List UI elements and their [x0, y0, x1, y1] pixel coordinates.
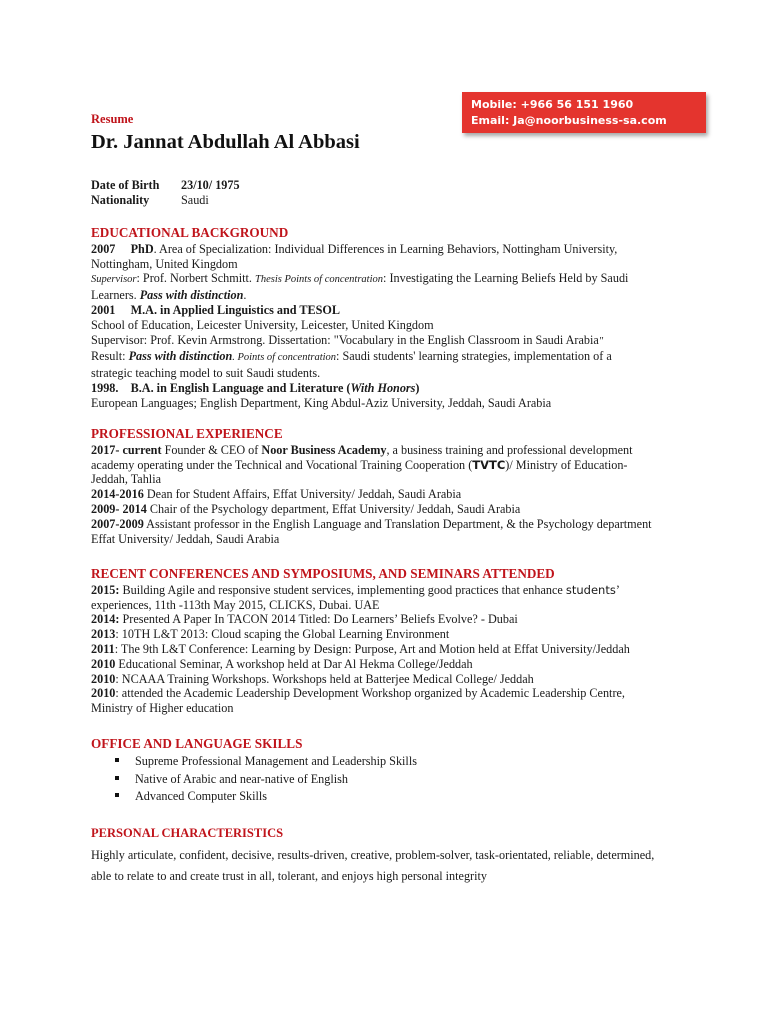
ba-line-2: European Languages; English Department, King Abdul-Aziz University, Jeddah, Saudi Arabia [91, 395, 552, 410]
dob-value: 23/10/ 1975 [181, 178, 240, 192]
ma-quote: " [598, 335, 604, 347]
conferences-section [91, 567, 681, 716]
exp-current-line-1 [91, 443, 681, 458]
dob-label: Date of Birth [91, 178, 160, 192]
characteristics-heading: PERSONAL CHARACTERISTICS [91, 826, 284, 840]
characteristics-line-1: Highly articulate, confident, decisive, results-driven, creative, problem-solver, task-orientated, reliable, determined, [91, 847, 655, 862]
experience-section [91, 427, 681, 546]
conference-text-tail: ’ [615, 582, 620, 597]
characteristics-section [91, 826, 681, 887]
conference-item [91, 686, 681, 701]
exp-asst [91, 517, 681, 532]
bullet-icon [115, 776, 119, 780]
personal-details [91, 178, 240, 207]
list-item [91, 771, 681, 789]
ba-year: 1998. [91, 380, 119, 395]
conference-year: 2010 [91, 671, 116, 686]
skills-section [91, 737, 681, 806]
bullet-icon [115, 758, 119, 762]
education-section [91, 226, 681, 411]
conference-text: : attended the Academic Leadership Development Workshop organized by Academic Leadership Centre, [115, 686, 625, 701]
conference-year: 2013 [91, 627, 116, 642]
resume-label: Resume [91, 112, 134, 126]
exp-current-line-3: Jeddah, Tahlia [91, 472, 161, 487]
exp-asst-years: 2007-2009 [91, 516, 144, 531]
conference-item [91, 642, 681, 657]
candidate-name: Dr. Jannat Abdullah Al Abbasi [91, 131, 360, 153]
conference-year: 2015: [91, 582, 120, 597]
exp-current-text-3: academy operating under the Technical and Vocational Training Cooperation ( [91, 457, 473, 472]
ba-honors: With Honors [350, 380, 416, 395]
nationality-row [91, 193, 240, 208]
phd-line-4 [91, 288, 681, 303]
contact-box [462, 92, 706, 133]
conference-text: Building Agile and responsive student services, implementing good practices that enhance [119, 582, 566, 597]
phd-cont: Learners. [91, 288, 140, 303]
phd-line-2: Nottingham, United Kingdom [91, 256, 238, 271]
experience-heading: PROFESSIONAL EXPERIENCE [91, 426, 283, 441]
ma-line-1 [91, 303, 681, 318]
dob-row [91, 178, 240, 193]
conference-text: : The 9th L&T Conference: Learning by Design: Purpose, Art and Motion held at Effat University/Jeddah [114, 641, 630, 656]
ma-year: 2001 [91, 302, 116, 317]
exp-current-line-2 [91, 458, 681, 473]
exp-current-years: 2017- current [91, 442, 162, 457]
ma-poc-label: . Points of concentration [232, 352, 337, 364]
list-item [91, 753, 681, 771]
conferences-heading: RECENT CONFERENCES AND SYMPOSIUMS, AND SEMINARS ATTENDED [91, 566, 555, 581]
phd-line-3 [91, 271, 681, 288]
conference-year: 2011 [91, 641, 115, 656]
nationality-label: Nationality [91, 192, 150, 207]
exp-current-text: Founder & CEO of [161, 442, 262, 457]
ba-degree: B.A. in English Language and Literature ( [130, 380, 351, 395]
conference-item [91, 672, 681, 687]
ma-result-label: Result: [91, 349, 129, 364]
phd-supervisor-label: Supervisor [91, 274, 137, 286]
exp-dean-years: 2014-2016 [91, 487, 144, 502]
exp-chair [91, 502, 681, 517]
ma-line-3 [91, 333, 681, 350]
exp-current-text-2: , a business training and professional development [386, 442, 633, 457]
phd-degree: PhD [130, 241, 154, 256]
skill-text: Supreme Professional Management and Leadership Skills [135, 753, 417, 768]
ma-line-4 [91, 349, 681, 366]
ma-line-2: School of Education, Leicester University, Leicester, United Kingdom [91, 317, 434, 332]
conference-year: 2010 [91, 656, 116, 671]
conference-item [91, 612, 681, 627]
conference-year: 2010 [91, 686, 116, 701]
conference-item [91, 583, 681, 598]
contact-mobile: Mobile: +966 56 151 1960 [471, 98, 634, 111]
conference-year: 2014: [91, 612, 120, 627]
exp-dean-text: Dean for Student Affairs, Effat University/ Jeddah, Saudi Arabia [143, 487, 462, 502]
conference-text: Educational Seminar, A workshop held at Dar Al Hekma College/Jeddah [115, 656, 473, 671]
phd-tpc-label: Thesis Points of concentration [254, 274, 384, 286]
phd-distinction: Pass with distinction [139, 288, 244, 303]
conference-text: Presented A Paper In TACON 2014 Titled: Do Learners’ Beliefs Evolve? - Dubai [119, 612, 518, 627]
skill-text: Advanced Computer Skills [135, 789, 268, 804]
exp-tvtc: TVTC [472, 457, 506, 472]
exp-asst-text: Assistant professor in the English Language and Translation Department, & the Psychology department [143, 516, 652, 531]
characteristics-line-2: able to relate to and create trust in all, tolerant, and enjoys high personal integrity [91, 868, 487, 883]
education-heading: EDUCATIONAL BACKGROUND [91, 225, 289, 240]
nationality-value: Saudi [181, 192, 209, 207]
ma-poc: : Saudi students' learning strategies, implementation of a [336, 349, 612, 364]
phd-supervisor: : Prof. Norbert Schmitt. [136, 271, 255, 286]
list-item [91, 788, 681, 806]
phd-text: . Area of Specialization: Individual Differences in Learning Behaviors, Nottingham University, [153, 241, 618, 256]
conference-text-extra: students [565, 582, 616, 597]
phd-end: . [243, 288, 247, 303]
phd-tpc: : Investigating the Learning Beliefs Held by Saudi [383, 271, 629, 286]
ma-line-5: strategic teaching model to suit Saudi students. [91, 366, 321, 381]
ma-degree: M.A. in Applied Linguistics and TESOL [130, 302, 341, 317]
exp-current-org: Noor Business Academy [261, 442, 387, 457]
contact-email[interactable]: Email: Ja@noorbusiness-sa.com [471, 113, 667, 127]
exp-current-text-4: )/ Ministry of Education- [505, 457, 628, 472]
bullet-icon [115, 793, 119, 797]
conference-item-cont: experiences, 11th -113th May 2015, CLICKS, Dubai. UAE [91, 597, 380, 612]
conference-item [91, 627, 681, 642]
phd-year: 2007 [91, 241, 116, 256]
skill-text: Native of Arabic and near-native of English [135, 771, 348, 786]
ma-distinction: Pass with distinction [128, 349, 233, 364]
conference-item [91, 657, 681, 672]
conference-text: : NCAAA Training Workshops. Workshops held at Batterjee Medical College/ Jeddah [115, 671, 534, 686]
ma-dissertation: Supervisor: Prof. Kevin Armstrong. Dissertation: "Vocabulary in the English Classroom in Saudi Arabia [91, 332, 599, 347]
exp-dean [91, 487, 681, 502]
ba-close: ) [415, 380, 420, 395]
conference-item-cont: Ministry of Higher education [91, 701, 234, 716]
ba-line-1 [91, 381, 681, 396]
phd-line-1 [91, 242, 681, 257]
exp-chair-text: Chair of the Psychology department, Effat University/ Jeddah, Saudi Arabia [146, 501, 521, 516]
skills-list [91, 753, 681, 806]
conference-text: : 10TH L&T 2013: Cloud scaping the Global Learning Environment [115, 627, 450, 642]
skills-heading: OFFICE AND LANGUAGE SKILLS [91, 736, 303, 751]
exp-asst-line-2: Effat University/ Jeddah, Saudi Arabia [91, 531, 280, 546]
exp-chair-years: 2009- 2014 [91, 501, 147, 516]
